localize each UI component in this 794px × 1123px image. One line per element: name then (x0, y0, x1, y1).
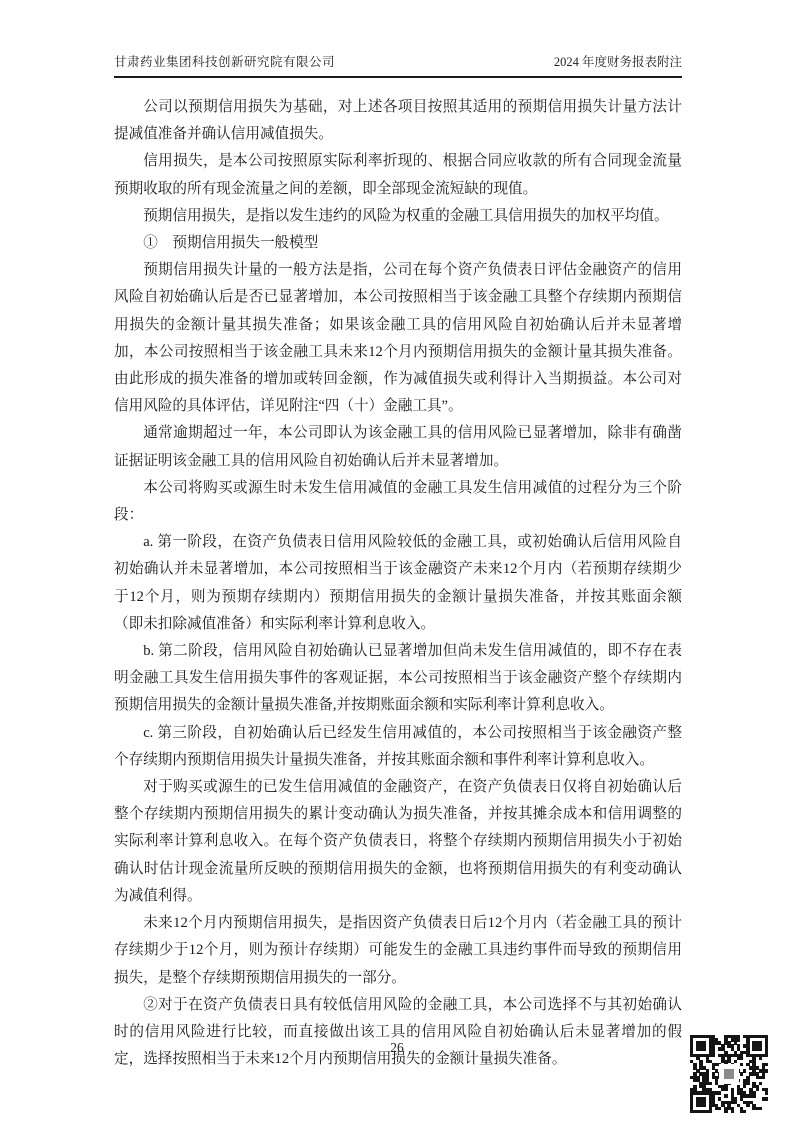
body-paragraph: 公司以预期信用损失为基础，对上述各项目按照其适用的预期信用损失计量方法计提减值准备并确认信用减值损失。 (114, 99, 682, 143)
page-header (114, 52, 682, 78)
body-paragraph: 预期信用损失，是指以发生违约的风险为权重的金融工具信用损失的加权平均值。 (143, 207, 669, 224)
qr-code-icon (690, 1035, 768, 1113)
body-paragraph: 信用损失，是本公司按照原实际利率折现的、根据合同应收款的所有合同现金流量预期收取的所有现金流量之间的差额，即全部现金流短缺的现值。 (114, 153, 682, 197)
page-content (114, 52, 682, 1073)
qr-center-logo (719, 1064, 739, 1084)
doc-title: 2024 年度财务报表附注 (553, 55, 682, 69)
body-paragraph: 本公司将购买或源生时未发生信用减值的金融工具发生信用减值的过程分为三个阶段： (114, 479, 682, 524)
body-paragraph: ②对于在资产负债表日具有较低信用风险的金融工具，本公司选择不与其初始确认时的信用风险进行比较，而直接做出该工具的信用风险自初始确认后未显著增加的假定，选择按照相当于未来12个月内预期信用损失的金额计量损失准备。 (114, 996, 682, 1068)
page-number: 26 (390, 1040, 404, 1055)
body-paragraph: 预期信用损失计量的一般方法是指，公司在每个资产负债表日评估金融资产的信用风险自初始确认后是否已显著增加，本公司按照相当于该金融工具整个存续期内预期信用损失的金额计量其损失准备；如果该金融工具的信用风险自初始确认后并未显著增加，本公司按照相当于该金融工具未来12个月内预期信用损失的金额计量其损失准备。由此形成的损失准备的增加或转回金额，作为减值损失或利得计入当期损益。本公司对信用风险的具体评估，详见附注“四（十）金融工具”。 (114, 262, 682, 415)
body-paragraph: 通常逾期超过一年，本公司即认为该金融工具的信用风险已显著增加，除非有确凿证据证明该金融工具的信用风险自初始确认后并未显著增加。 (114, 425, 682, 469)
body-paragraph: 未来12个月内预期信用损失，是指因资产负债表日后12个月内（若金融工具的预计存续期少于12个月，则为预计存续期）可能发生的金融工具违约事件而导致的预期信用损失，是整个存续期预期信用损失的一部分。 (114, 915, 682, 986)
body-paragraph: c. 第三阶段，自初始确认后已经发生信用减值的，本公司按照相当于该金融资产整个存续期内预期信用损失计量损失准备，并按其账面余额和事件利率计算利息收入。 (114, 724, 682, 768)
company-name: 甘肃药业集团科技创新研究院有限公司 (114, 55, 336, 69)
body-paragraph: 对于购买或源生的已发生信用减值的金融资产，在资产负债表日仅将自初始确认后整个存续期内预期信用损失的累计变动确认为损失准备，并按其摊余成本和信用调整的实际利率计算利息收入。在每个资产负债表日，将整个存续期内预期信用损失小于初始确认时估计现金流量所反映的预期信用损失的金额，也将预期信用损失的有利变动确认为减值利得。 (114, 779, 682, 904)
section-heading: ① 预期信用损失一般模型 (143, 235, 319, 252)
body-paragraph: a. 第一阶段，在资产负债表日信用风险较低的金融工具，或初始确认后信用风险自初始确认并未显著增加，本公司按照相当于该金融资产未来12个月内（若预期存续期少于12个月，则为预期存续期内）预期信用损失的金额计量损失准备，并按其账面余额（即未扣除减值准备）和实际利率计算利息收入。 (114, 534, 682, 632)
body-paragraph: b. 第二阶段，信用风险自初始确认已显著增加但尚未发生信用减值的，即不存在表明金融工具发生信用损失事件的客观证据，本公司按照相当于该金融资产整个存续期内预期信用损失的金额计量损失准备,并按期账面余额和实际利率计算利息收入。 (114, 643, 682, 714)
document-body (114, 78, 682, 1073)
